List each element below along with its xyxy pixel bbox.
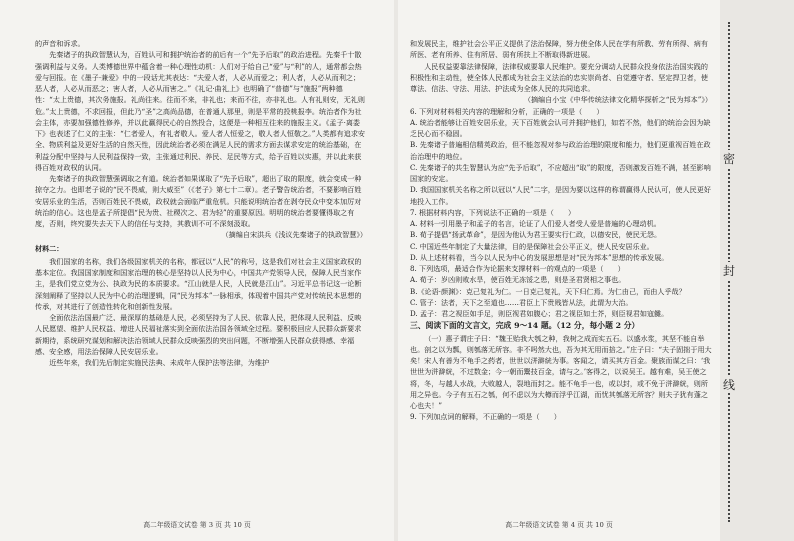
paragraph: 9. 下列加点词的解释，不正确的一项是（ ） xyxy=(410,412,561,422)
exam-page-4 xyxy=(398,0,720,541)
paragraph: A. 荀子：岁凶则败水旱，使百姓无冻馁之患，则是圣君贤相之事也。 xyxy=(410,275,626,285)
exam-page-3 xyxy=(0,0,394,541)
paragraph: C. 先秦诸子的共生智慧认为应“先予后取”，不应超出“取”的限度，否则激发百姓不满，甚至影响国家的安定。 xyxy=(410,162,711,183)
paragraph: B. 荀子提倡“扬武革命”，是因为他认为君王要实行仁政，以德安民，使民无怨。 xyxy=(410,230,662,240)
paragraph: B.《论语·颜渊》：克己复礼为仁。一日克己复礼，天下归仁焉。为仁由己，而由人乎哉？ xyxy=(410,286,686,296)
questions-column xyxy=(410,38,712,423)
paragraph: D. 从上述材料看，当今以人民为中心的发展思想是对“民为邦本”思想的传承发展。 xyxy=(410,252,669,262)
paragraph: 的声音和诉求。 xyxy=(35,39,85,48)
paragraph: （摘编自宋洪兵《浅议先秦诸子的执政智慧》） xyxy=(221,230,367,240)
paragraph: 我们国家的名称，我们各级国家机关的名称，都冠以“人民”的称号，这是我们对社会主义国家政权的基本定位。我国国家制度和国家治理的核心是坚持以人民为中心，中国共产党领导人民，保障人民当家作主，是我们党立党为公、执政为民的本质要求。“江山就是人民，人民就是江山”。习近平总书记这一论断深刻阐释了坚持以人民为中心的治理逻辑，同“民为邦本”一脉相承，体现着中国共产党对传统民本思想的传承，对其进行了创造性转化和创新性发展。 xyxy=(35,256,362,311)
page-footer: 高二年级语文试卷 第 4 页 共 10 页 xyxy=(505,521,613,529)
seal-line-strip xyxy=(722,0,794,541)
paragraph: D. 孟子：君之视臣如手足，则臣视君如腹心；君之视臣如土芥，则臣视君如寇雠。 xyxy=(410,309,669,318)
seal-char-feng: 封 xyxy=(722,264,735,278)
reading-material-column xyxy=(35,38,367,368)
paragraph: A. 统治者能够让百姓安居乐业，天下百姓就会认可并拥护他们，如若不然，他们的统治会因为缺乏民心而不稳固。 xyxy=(410,117,711,138)
paragraph: 近些年来，我们先后制定实施民法典、未成年人保护法等法律，为维护 xyxy=(49,358,270,367)
seal-char-xian: 线 xyxy=(722,378,735,392)
paragraph: C. 中国近些年制定了大量法律，目的是保障社会公平正义，使人民安居乐业。 xyxy=(410,241,654,251)
page-footer: 高二年级语文试卷 第 3 页 共 10 页 xyxy=(143,521,251,529)
material-heading: 材料二： xyxy=(35,243,64,253)
paragraph: B. 先秦诸子普遍相信精英政治，但不能忽视对参与政治治理的限度和能力，他们更重视百姓在政治治理中的地位。 xyxy=(410,140,711,161)
paragraph: 和发展民主，维护社会公平正义提供了法治保障，努力使全体人民在学有所教、劳有所得、病有所医、老有所养、住有所居、弱有所扶上不断取得新进展。 xyxy=(410,39,708,60)
paragraph: 全面依法治国最广泛、最深厚的基础是人民，必须坚持为了人民、依靠人民，把体现人民利益、反映人民愿望、维护人民权益、增进人民福祉落实到全面依法治国各领域全过程。要积极回应人民群众新要求新期待，系统研究谋划和解决法治领域人民群众反映强烈的突出问题，不断增强人民群众获得感、幸福感、安全感，用法治保障人民安居乐业。 xyxy=(35,313,362,356)
paragraph: A. 材料一引用墨子和孟子的名言，论证了人们爱人者受人爱是普遍的心理动机。 xyxy=(410,219,661,228)
paragraph: 人民权益要靠法律保障，法律权威要靠人民维护。要充分调动人民群众投身依法治国实践的积极性和主动性，使全体人民都成为社会主义法治的忠实崇尚者、自觉遵守者、坚定捍卫者，使尊法、信法、守法、用法、护法成为全体人民的共同追求。 xyxy=(410,61,708,93)
paragraph: （一）惠子谓庄子曰：“魏王贻我大瓠之种，我树之成而实五石。以盛水浆，其坚不能自举也。剖之以为瓢，则瓠落无所容。非不呺然大也，吾为其无用而掊之。”庄子曰：“夫子固拙于用大矣！宋人有善为不龟手之药者，世世以洴澼絖为事。客闻之，请买其方百金。聚族而谋之曰：‘我世世为洴澼絖，不过数金；今一朝而鬻技百金，请与之。’客得之，以说吴王。越有难，吴王使之将，冬，与越人水战，大败越人，裂地而封之。能不龟手一也，或以封，或不免于洴澼絖，则所用之异也。今子有五石之瓠，何不虑以为大樽而浮乎江湖，而忧其瓠落无所容？则夫子犹有蓬之心也夫！” xyxy=(410,333,712,410)
paragraph: （摘编自小宝《中华传统法律文化精华探析之“民为邦本”》） xyxy=(523,95,712,105)
paragraph: 先秦诸子的执政智慧认为，百姓认可和拥护统治者的前后有一个“先予后取”的政治进程。先秦千十散强调利益与义务。人类博德世界中蕴含着一种心理性动机：人们对于给自己“爱”与“利”的人，通常都会热爱与回报。在《墨子·兼爱》中的一段话尤其表达：“夫爱人者，人必从而爱之；利人者，人必从而利之；恶人者，人必从而恶之；害人者，人必从而害之。”《礼记·曲礼上》也明确了“普德”与“施报”两种德性：“太上贵德，其次务施报。礼尚往来。往而不来，非礼也；来而不往，亦非礼也。人有礼则安，无礼则危。”太上贵德，不求回报，但此乃“圣”之高尚品德，在普通人那里，则是平常的投桃报李。统治者作为社会主体，亦要加强德性修养，并以此赢得民心的自然投合，这便是一种相互往来的施报主义。《孟子·离娄下》也表述了仁义的主张：“仁者爱人，有礼者敬人。爱人者人恒爱之，敬人者人恒敬之。”人类都有追求安全、物质利益及更好生活的自然天性，因此统治者必须在满足人民的需求方面去谋求安定的统治基础，在利益分配中坚持与人民利益保持一致，主张通过利民、养民、足民等方式，给予百姓以实惠，并以此来获得百姓对政权的认同。 xyxy=(35,50,366,172)
paragraph: 6. 下列对材料相关内容的理解和分析，正确的一项是（ ） xyxy=(410,106,604,116)
section-heading: 三、阅读下面的文言文，完成 9～14 题。（12 分，每小题 2 分） xyxy=(410,321,640,331)
paragraph: D. 我国国家机关名称之所以冠以“人民”二字，是因为要以这样的称谓赢得人民认可，使人民更好地投入工作。 xyxy=(410,185,711,206)
seal-char-mi: 密 xyxy=(722,152,735,166)
paragraph: 8. 下列选项，最适合作为论据来支撑材料一的观点的一项是（ ） xyxy=(410,264,625,273)
paragraph: 7. 根据材料内容，下列说法不正确的一项是（ ） xyxy=(410,207,576,217)
paragraph: C. 管子：法者，天下之至道也……君臣上下贵贱皆从法，此谓为大治。 xyxy=(410,297,633,307)
paragraph: 先秦诸子的执政智慧强调取之有道。统治者如果谋取了“先予后取”，超出了取的限度，就会变成一种掠夺之力。也即老子说的“民不畏威，则大威至”（《老子》第七十二章）。老子警告统治者，不要影响百姓安居乐业的生活，否则百姓民不畏威，政权就会面临严重危机。只能说明统治者在剥夺民众中变本加厉对统治的信心。这也是孟子所提倡“民为贵、社稷次之、君为轻”的重要原因。明明的统治者要懂得取之有度，否则，终究要失去天下人的信任与支持，其教训不可不深刻汲取。 xyxy=(35,174,362,228)
